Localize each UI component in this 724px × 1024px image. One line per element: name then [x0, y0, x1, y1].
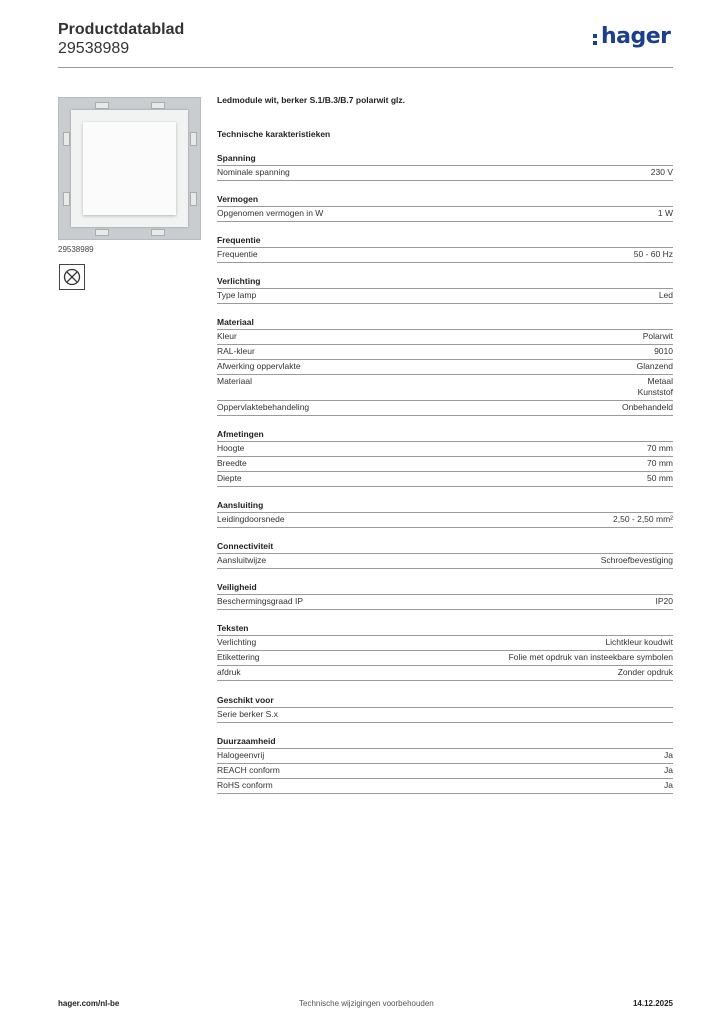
- frame-slot: [151, 102, 165, 109]
- spec-label: Oppervlaktebehandeling: [217, 402, 310, 412]
- spec-label: Materiaal: [217, 376, 252, 386]
- section-title: Geschikt voor: [217, 695, 673, 708]
- spec-content: [217, 95, 673, 807]
- spec-row: [217, 401, 673, 416]
- frame-slot: [63, 192, 70, 206]
- spec-value: Polarwit: [642, 331, 673, 341]
- spec-value: Glanzend: [636, 361, 673, 371]
- spec-value: Led: [658, 290, 673, 300]
- spec-row: [217, 375, 673, 401]
- spec-row: [217, 248, 673, 263]
- image-caption: 29538989: [58, 245, 94, 254]
- spec-label: Serie berker S.x: [217, 709, 278, 719]
- spec-label: Kleur: [217, 331, 237, 341]
- spec-value: 1 W: [657, 208, 673, 218]
- header-divider: [58, 67, 673, 68]
- hager-logo: [593, 24, 673, 55]
- spec-label: Opgenomen vermogen in W: [217, 208, 324, 218]
- spec-value: Schroefbevestiging: [600, 555, 673, 565]
- spec-row: [217, 330, 673, 345]
- section-title: Verlichting: [217, 276, 673, 289]
- spec-row: [217, 472, 673, 487]
- spec-value: Folie met opdruk van insteekbare symbolen: [508, 652, 673, 662]
- spec-value: Ja: [664, 765, 673, 775]
- spec-row: [217, 764, 673, 779]
- spec-label: Afwerking oppervlakte: [217, 361, 301, 371]
- spec-label: Verlichting: [217, 637, 257, 647]
- spec-value: Onbehandeld: [621, 402, 673, 412]
- spec-section: [217, 582, 673, 610]
- spec-value: IP20: [655, 596, 673, 606]
- section-title: Afmetingen: [217, 429, 673, 442]
- section-title: Frequentie: [217, 235, 673, 248]
- spec-row: [217, 289, 673, 304]
- spec-value: Lichtkleur koudwit: [605, 637, 673, 647]
- section-title: Materiaal: [217, 317, 673, 330]
- spec-label: REACH conform: [217, 765, 280, 775]
- frame-slot: [190, 192, 197, 206]
- logo-dots-icon: [593, 34, 598, 48]
- spec-value: 2,50 - 2,50 mm²: [613, 514, 673, 524]
- spec-section: [217, 317, 673, 416]
- spec-label: Frequentie: [217, 249, 258, 259]
- spec-section: [217, 695, 673, 723]
- section-title: Duurzaamheid: [217, 736, 673, 749]
- spec-value: Ja: [664, 780, 673, 790]
- frame-slot: [190, 132, 197, 146]
- product-description: Ledmodule wit, berker S.1/B.3/B.7 polarwit glz.: [217, 95, 405, 105]
- spec-section: [217, 623, 673, 681]
- spec-label: Beschermingsgraad IP: [217, 596, 303, 606]
- frame-slot: [95, 102, 109, 109]
- page-title: Productdatablad: [58, 21, 185, 38]
- spec-label: Hoogte: [217, 443, 245, 453]
- spec-value: 70 mm: [647, 458, 673, 468]
- logo-text: hager: [601, 24, 671, 49]
- spec-label: RoHS conform: [217, 780, 273, 790]
- spec-row: [217, 554, 673, 569]
- spec-label: RAL-kleur: [217, 346, 255, 356]
- spec-section: [217, 541, 673, 569]
- spec-row: [217, 651, 673, 666]
- frame-slot: [63, 132, 70, 146]
- spec-section: [217, 429, 673, 487]
- spec-row: [217, 513, 673, 528]
- spec-section: [217, 153, 673, 181]
- spec-row: [217, 345, 673, 360]
- spec-label: Nominale spanning: [217, 167, 290, 177]
- tech-heading: Technische karakteristieken: [217, 129, 331, 139]
- spec-value: 230 V: [650, 167, 673, 177]
- spec-value: 50 - 60 Hz: [633, 249, 673, 259]
- spec-value: Zonder opdruk: [617, 667, 673, 677]
- led-module-cover: [83, 122, 176, 215]
- product-image: [58, 97, 201, 240]
- footer-note: Technische wijzigingen voorbehouden: [299, 999, 434, 1008]
- frame-slot: [95, 229, 109, 236]
- spec-label: Aansluitwijze: [217, 555, 267, 565]
- spec-row: [217, 779, 673, 794]
- footer-date: 14.12.2025: [632, 999, 673, 1008]
- spec-value: 9010: [654, 346, 673, 356]
- section-title: Vermogen: [217, 194, 673, 207]
- spec-row: [217, 708, 673, 723]
- spec-row: [217, 360, 673, 375]
- spec-row: [217, 166, 673, 181]
- spec-section: [217, 500, 673, 528]
- spec-value: Metaal Kunststof: [637, 376, 673, 397]
- spec-row: [217, 636, 673, 651]
- spec-row: [217, 666, 673, 681]
- spec-section: [217, 194, 673, 222]
- spec-sections: [217, 153, 673, 794]
- spec-row: [217, 595, 673, 610]
- spec-section: [217, 276, 673, 304]
- spec-value: Ja: [664, 750, 673, 760]
- spec-label: Leidingdoorsnede: [217, 514, 285, 524]
- spec-label: afdruk: [217, 667, 241, 677]
- lamp-symbol-icon: [59, 264, 85, 290]
- product-number: 29538989: [58, 40, 130, 57]
- section-title: Aansluiting: [217, 500, 673, 513]
- spec-section: [217, 736, 673, 794]
- section-title: Spanning: [217, 153, 673, 166]
- spec-value: 70 mm: [647, 443, 673, 453]
- frame-slot: [151, 229, 165, 236]
- spec-value: 50 mm: [647, 473, 673, 483]
- spec-row: [217, 442, 673, 457]
- section-title: Veiligheid: [217, 582, 673, 595]
- spec-label: Breedte: [217, 458, 247, 468]
- section-title: Teksten: [217, 623, 673, 636]
- spec-label: Type lamp: [217, 290, 257, 300]
- spec-label: Diepte: [217, 473, 242, 483]
- spec-label: Halogeenvrij: [217, 750, 265, 760]
- spec-row: [217, 207, 673, 222]
- section-title: Connectiviteit: [217, 541, 673, 554]
- spec-row: [217, 457, 673, 472]
- footer-url[interactable]: hager.com/nl-be: [58, 999, 120, 1008]
- spec-label: Etikettering: [217, 652, 260, 662]
- spec-row: [217, 749, 673, 764]
- spec-section: [217, 235, 673, 263]
